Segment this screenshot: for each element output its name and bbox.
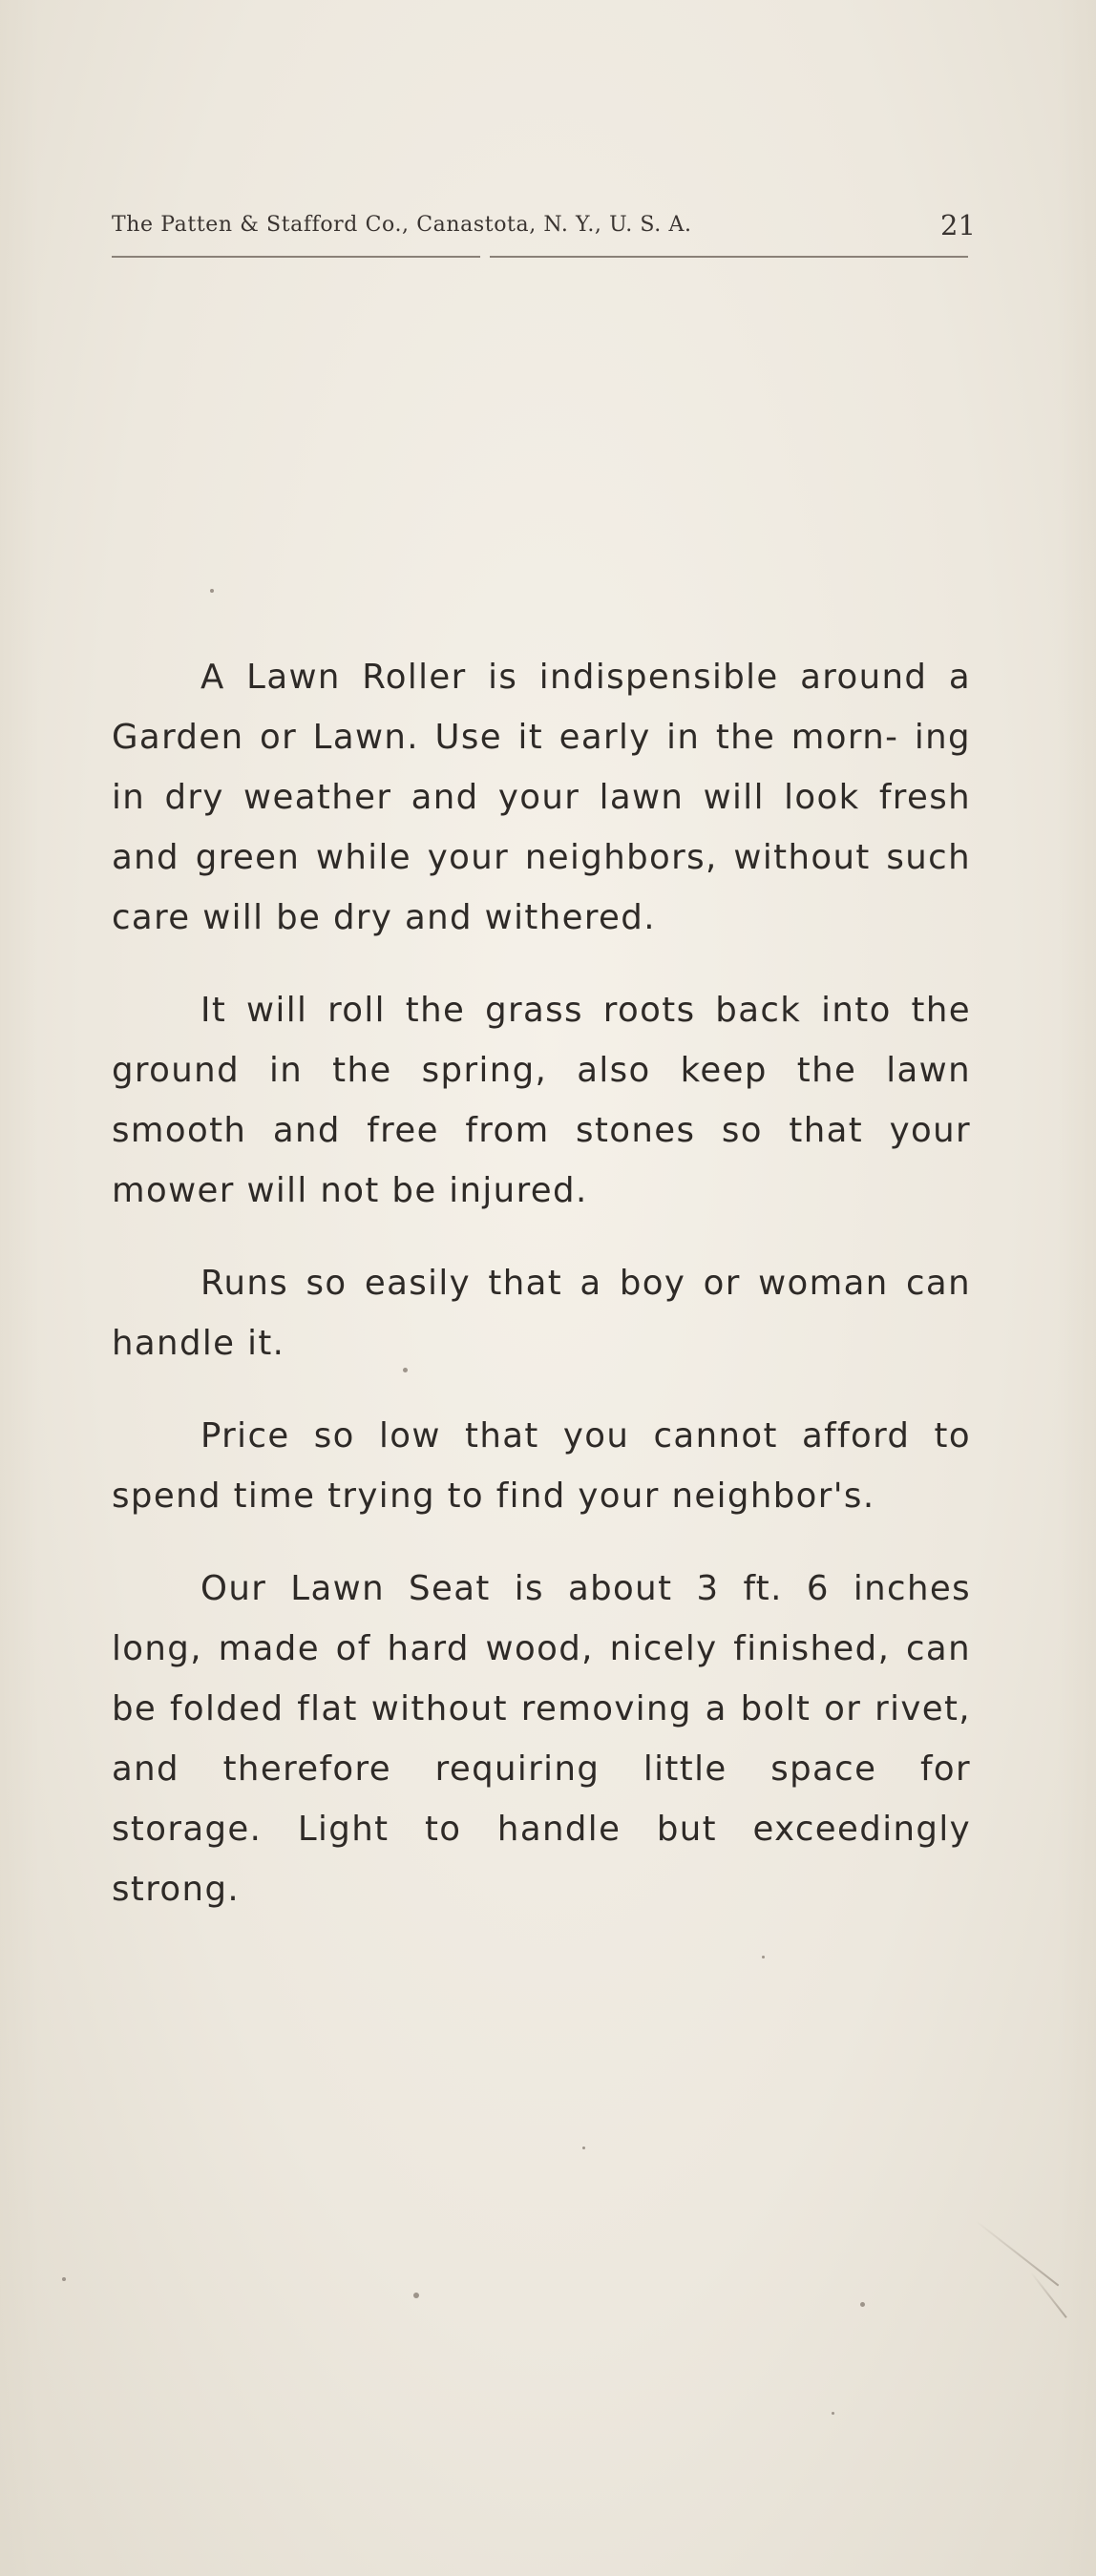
page-number: 21 <box>940 209 976 241</box>
header-rule-left <box>112 256 480 258</box>
body-text <box>112 647 971 1952</box>
paragraph-lawn-seat: Our Lawn Seat is about 3 ft. 6 inches long, made of hard wood, nicely finished, can be folded flat without removing a bolt or rivet, and therefore requiring little space for storage. Light to handle but exceedingly strong. <box>112 1569 971 1909</box>
header-rule-right <box>490 256 968 258</box>
paper-speck <box>413 2293 419 2298</box>
paper-speck <box>832 2412 834 2415</box>
paper-speck <box>762 1956 765 1958</box>
paper-speck <box>403 1368 408 1372</box>
paragraph-price: Price so low that you cannot afford to spend time trying to find your neighbor's. <box>112 1416 971 1516</box>
paragraph-runs-easily: Runs so easily that a boy or woman can handle it. <box>112 1264 971 1363</box>
header-title: The Patten & Stafford Co., Canastota, N. Y., U. S. A. <box>112 213 692 237</box>
paper-crease <box>975 2220 1059 2286</box>
paper-speck <box>582 2147 585 2149</box>
running-header <box>112 205 976 253</box>
paragraph-lawn-roller: A Lawn Roller is indispensible around a Garden or Lawn. Use it early in the morn- ing in dry weather and your lawn will look fresh and green while your neighbors, without such care will be dry and withered. <box>112 658 971 937</box>
paper-speck <box>210 589 214 593</box>
paper-speck <box>62 2277 66 2281</box>
paragraph-grass-roots: It will roll the grass roots back into the ground in the spring, also keep the lawn smooth and free from stones so that your mower will not be injured. <box>112 991 971 1210</box>
paper-speck <box>860 2302 865 2307</box>
